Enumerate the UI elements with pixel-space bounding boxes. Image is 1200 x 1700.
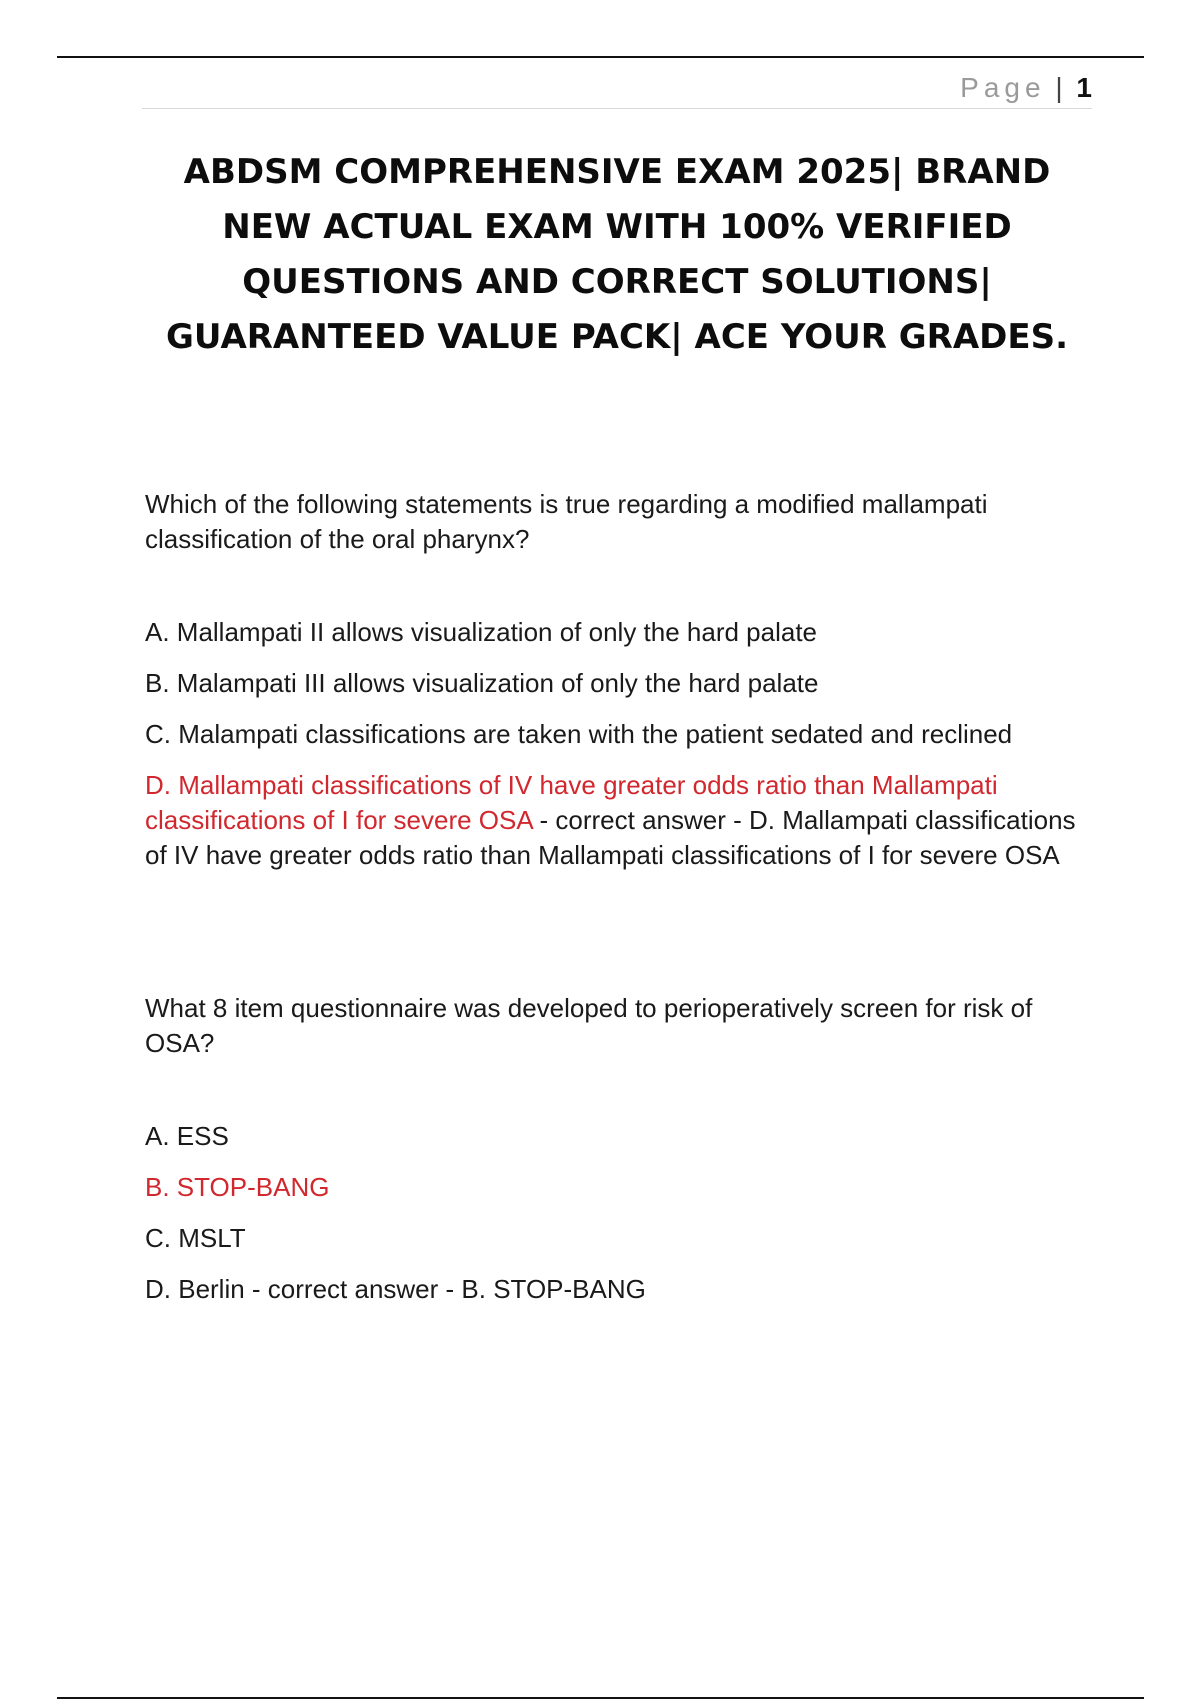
correct-answer-text: - correct answer - D. Mallampati classifications of IV have greater odds ratio than Mallampati classifications of I for severe OSA [145,805,1076,870]
option-d [145,768,1095,873]
question-block-2 [145,991,1095,1307]
option-d: D. Berlin - correct answer - B. STOP-BANG [145,1274,646,1304]
question-text: Which of the following statements is true regarding a modified mallampati classification of the oral pharynx? [145,489,988,554]
answer-options [145,615,1095,873]
option-a: A. Mallampati II allows visualization of only the hard palate [145,617,818,647]
correct-option-highlight: D. Mallampati classifications of IV have greater odds ratio than Mallampati classifications of I for severe OSA [145,770,998,835]
page-header [142,70,1092,109]
question-text: What 8 item questionnaire was developed to perioperatively screen for risk of OSA? [145,993,1033,1058]
option-a: A. ESS [145,1121,229,1151]
option-c: C. MSLT [145,1223,246,1253]
option-b-correct: B. STOP-BANG [145,1172,330,1202]
top-rule [57,56,1144,58]
answer-options [145,1119,1095,1307]
question-block-1 [145,487,1095,873]
option-b: B. Malampati III allows visualization of only the hard palate [145,668,819,698]
questions-content [145,487,1095,1323]
option-c: C. Malampati classifications are taken with the patient sedated and reclined [145,719,1013,749]
page-separator: | [1055,72,1063,103]
page-label: Page [960,72,1046,103]
page-number: 1 [1076,72,1092,103]
bottom-rule [57,1697,1144,1699]
document-title: ABDSM COMPREHENSIVE EXAM 2025| BRAND NEW ACTUAL EXAM WITH 100% VERIFIED QUESTIONS AND CORRECT SOLUTIONS| GUARANTEED VALUE PACK| ACE YOUR GRADES. [165,152,1069,357]
